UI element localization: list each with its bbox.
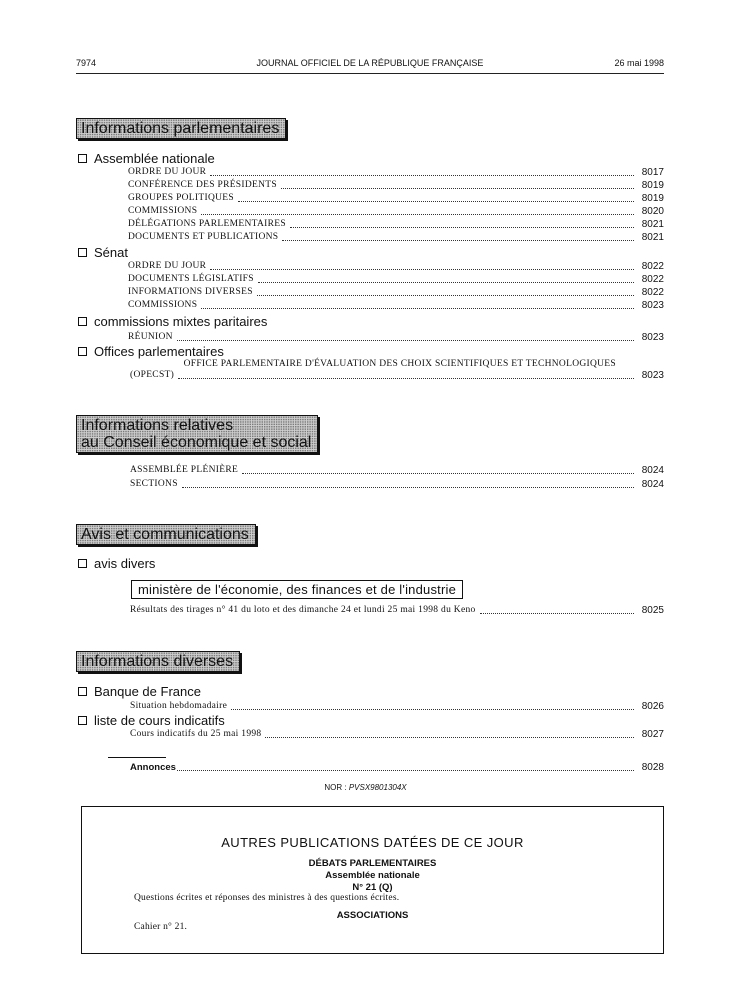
category-label: Offices parlementaires: [94, 344, 224, 359]
entry-page: 8021: [641, 232, 664, 243]
category-assemblee-nationale: [78, 151, 215, 166]
entry-page: 8021: [641, 219, 664, 230]
opecst-line1: OFFICE PARLEMENTAIRE D'ÉVALUATION DES CHOIX SCIENTIFIQUES ET TECHNOLOGIQUES: [183, 359, 616, 369]
entry-label: (OPECST): [130, 370, 175, 380]
banner-avis-communications: [76, 524, 256, 545]
entry-label: DOCUMENTS LÉGISLATIFS: [128, 274, 254, 284]
leader-dots: [177, 340, 634, 341]
banner-label: Informations diverses: [81, 653, 234, 670]
banner-label: Avis et communications: [81, 526, 249, 543]
debats-heading: DÉBATS PARLEMENTAIRES: [308, 858, 437, 869]
category-avis-divers: [78, 556, 155, 571]
toc-entry-opecst[interactable]: [130, 368, 664, 381]
leader-dots: [265, 737, 634, 738]
entry-label: COMMISSIONS: [128, 300, 198, 310]
publications-title: AUTRES PUBLICATIONS DATÉES DE CE JOUR: [221, 835, 524, 850]
leader-dots: [258, 282, 634, 283]
entry-page: 8022: [641, 261, 664, 272]
category-label: Assemblée nationale: [94, 151, 215, 166]
checkbox-square-icon: [78, 687, 87, 696]
category-offices-parlementaires: [78, 344, 224, 359]
entry-page: 8023: [641, 300, 664, 311]
entry-page: 8017: [641, 167, 664, 178]
leader-dots: [210, 269, 634, 270]
entry-page: 8026: [641, 701, 664, 712]
toc-entry[interactable]: [128, 217, 664, 230]
leader-dots: [238, 201, 634, 202]
header-rule: [76, 73, 664, 74]
toc-entry[interactable]: [128, 204, 664, 217]
entry-page: 8025: [641, 605, 664, 616]
banner-informations-diverses: [76, 651, 240, 672]
entry-label: Cours indicatifs du 25 mai 1998: [130, 729, 262, 739]
category-label: commissions mixtes paritaires: [94, 314, 268, 329]
category-label: liste de cours indicatifs: [94, 713, 225, 728]
entry-label: GROUPES POLITIQUES: [128, 193, 234, 203]
nor-prefix: NOR :: [324, 783, 347, 792]
banner-label: Informations parlementaires: [81, 120, 280, 137]
category-label: avis divers: [94, 556, 156, 571]
assemblee-heading: Assemblée nationale: [325, 870, 420, 881]
leader-dots: [257, 295, 634, 296]
entry-label: ORDRE DU JOUR: [128, 261, 207, 271]
entry-page: 8023: [641, 332, 664, 343]
page-number: 7974: [76, 58, 97, 68]
section-divider: [108, 757, 166, 758]
other-publications-box: [81, 806, 664, 954]
entry-label: RÉUNION: [128, 332, 173, 342]
leader-dots: [177, 770, 634, 771]
leader-dots: [242, 473, 634, 474]
entry-label: DÉLÉGATIONS PARLEMENTAIRES: [128, 219, 286, 229]
entry-page: 8024: [641, 465, 664, 476]
checkbox-square-icon: [78, 559, 87, 568]
toc-entry[interactable]: [130, 477, 664, 490]
leader-dots: [201, 214, 634, 215]
category-label: Sénat: [94, 245, 128, 260]
toc-entry[interactable]: [128, 178, 664, 191]
checkbox-square-icon: [78, 716, 87, 725]
leader-dots: [282, 240, 634, 241]
leader-dots: [210, 175, 634, 176]
entry-label: Situation hebdomadaire: [130, 701, 228, 711]
entry-label: ORDRE DU JOUR: [128, 167, 207, 177]
leader-dots: [178, 378, 634, 379]
leader-dots: [182, 487, 634, 488]
checkbox-square-icon: [78, 248, 87, 257]
toc-entry-annonces[interactable]: [130, 760, 664, 773]
leader-dots: [290, 227, 634, 228]
ministry-heading: ministère de l'économie, des finances et de l'industrie: [131, 580, 463, 599]
entry-page: 8024: [641, 479, 664, 490]
nor-code: PVSX9801304X: [348, 783, 407, 792]
entry-label: DOCUMENTS ET PUBLICATIONS: [128, 232, 279, 242]
checkbox-square-icon: [78, 154, 87, 163]
leader-dots: [480, 613, 634, 614]
category-banque-de-france: [78, 684, 201, 699]
entry-label: SECTIONS: [130, 479, 178, 489]
associations-heading: ASSOCIATIONS: [336, 910, 409, 921]
banner-conseil-economique-social: [76, 415, 318, 453]
toc-entry[interactable]: [130, 699, 664, 712]
entry-label: ASSEMBLÉE PLÉNIÈRE: [130, 465, 239, 475]
entry-label: INFORMATIONS DIVERSES: [128, 287, 253, 297]
entry-label: Annonces: [130, 762, 176, 773]
checkbox-square-icon: [78, 347, 87, 356]
checkbox-square-icon: [78, 317, 87, 326]
banner-informations-parlementaires: [76, 118, 286, 139]
nor-reference: [0, 783, 731, 792]
toc-entry[interactable]: [130, 727, 664, 740]
issue-number: N° 21 (Q): [352, 882, 393, 893]
cahier-note: Cahier n° 21.: [134, 922, 188, 932]
category-commissions-mixtes-paritaires: [78, 314, 267, 329]
leader-dots: [281, 188, 634, 189]
toc-entry[interactable]: [128, 165, 664, 178]
toc-entry[interactable]: [128, 298, 664, 311]
page-header: [76, 56, 664, 70]
questions-note: Questions écrites et réponses des ministres à des questions écrites.: [134, 893, 400, 903]
category-cours-indicatifs: [78, 713, 225, 728]
toc-entry[interactable]: [128, 285, 664, 298]
issue-date: 26 mai 1998: [614, 58, 664, 68]
toc-entry[interactable]: [128, 191, 664, 204]
toc-entry[interactable]: [128, 259, 664, 272]
entry-page: 8020: [641, 206, 664, 217]
toc-entry[interactable]: [128, 330, 664, 343]
toc-entry[interactable]: [128, 230, 664, 243]
leader-dots: [201, 308, 634, 309]
category-label: Banque de France: [94, 684, 201, 699]
toc-entry[interactable]: [128, 272, 664, 285]
banner-label-line1: Informations relatives: [81, 417, 234, 434]
toc-entry[interactable]: [130, 603, 664, 616]
entry-label: COMMISSIONS: [128, 206, 198, 216]
entry-page: 8022: [641, 287, 664, 298]
entry-page: 8019: [641, 193, 664, 204]
entry-page: 8019: [641, 180, 664, 191]
entry-page: 8022: [641, 274, 664, 285]
banner-label-line2: au Conseil économique et social: [81, 434, 312, 451]
entry-label: CONFÉRENCE DES PRÉSIDENTS: [128, 180, 277, 190]
entry-page: 8027: [641, 729, 664, 740]
entry-page: 8028: [641, 762, 664, 773]
journal-title: JOURNAL OFFICIEL DE LA RÉPUBLIQUE FRANÇAISE: [256, 58, 484, 68]
category-senat: [78, 245, 128, 260]
entry-label: Résultats des tirages n° 41 du loto et des dimanche 24 et lundi 25 mai 1998 du Keno: [130, 605, 476, 615]
toc-entry[interactable]: [130, 463, 664, 476]
leader-dots: [231, 709, 634, 710]
entry-page: 8023: [641, 370, 664, 381]
